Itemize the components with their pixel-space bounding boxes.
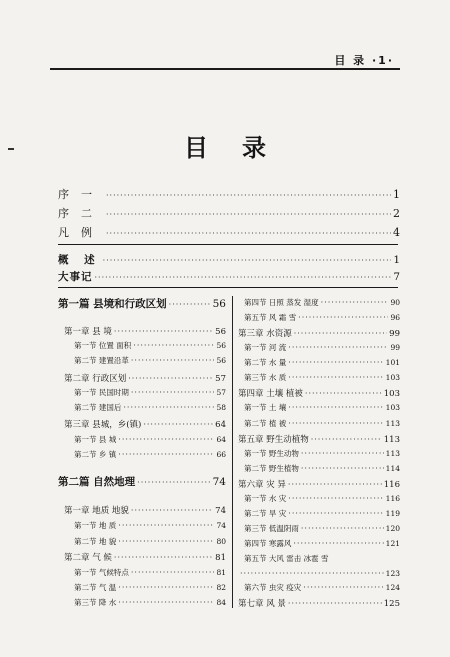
leader-dots	[118, 583, 214, 592]
toc-entry-front[interactable]	[58, 205, 400, 221]
entry-page: 7	[393, 271, 400, 283]
entry-page: 99	[389, 329, 400, 339]
leader-dots	[301, 524, 384, 533]
leader-dots	[118, 435, 214, 444]
entry-label: 第五节 大风 雷击 冰雹 雪	[244, 554, 329, 563]
leader-dots	[294, 329, 387, 338]
leader-dots	[288, 494, 383, 503]
entry-page: 114	[385, 464, 400, 473]
entry-page: 82	[216, 583, 226, 592]
leader-dots	[311, 435, 382, 444]
toc-section-entry[interactable]	[74, 402, 226, 413]
entry-page: 74	[215, 506, 226, 516]
leader-dots	[240, 569, 384, 578]
toc-section-entry[interactable]	[244, 538, 400, 549]
leader-dots	[288, 599, 382, 608]
entry-label: 第三章 县城，乡(镇)	[64, 420, 142, 430]
entry-page: 64	[215, 420, 226, 430]
toc-part-entry[interactable]	[58, 296, 226, 311]
entry-page: 84	[216, 598, 226, 607]
leader-dots	[103, 256, 392, 265]
entry-label: 第二章 行政区划	[64, 374, 127, 384]
entry-page: 1	[393, 188, 400, 201]
leader-dots	[106, 210, 391, 219]
leader-dots	[298, 313, 388, 322]
leader-dots	[106, 229, 391, 238]
leader-dots	[288, 419, 383, 428]
column-divider	[232, 296, 233, 608]
entry-page: 125	[383, 599, 400, 609]
entry-label: 第二篇 自然地理	[58, 476, 136, 488]
entry-page: 56	[212, 298, 226, 310]
toc-chapter-entry[interactable]	[64, 504, 226, 516]
leader-dots	[131, 506, 213, 515]
entry-page: 2	[393, 207, 400, 220]
entry-label: 第四节 寒露风	[244, 539, 292, 548]
entry-page: 57	[215, 374, 226, 384]
entry-label: 概 述	[58, 254, 101, 266]
leader-dots	[321, 298, 389, 307]
entry-label: 第一节 民国时期	[74, 388, 129, 397]
entry-label: 第五节 风 霜 雪	[244, 313, 297, 322]
leader-dots	[118, 537, 214, 546]
entry-label: 第一节 县 城	[74, 435, 117, 444]
toc-section-entry[interactable]	[244, 312, 400, 323]
entry-label: 第三节 降 水	[74, 598, 117, 607]
leader-dots	[133, 341, 214, 350]
header-rule	[50, 68, 400, 70]
entry-page: 119	[385, 509, 400, 518]
entry-label: 第六节 虫灾 疫灾	[244, 583, 302, 592]
toc-part-entry[interactable]	[58, 474, 226, 489]
entry-page: 56	[216, 341, 226, 350]
toc-section-entry[interactable]	[74, 597, 226, 608]
leader-dots	[114, 327, 213, 336]
toc-section-entry[interactable]	[244, 448, 400, 459]
entry-label: 第二节 植 被	[244, 419, 287, 428]
toc-section-entry[interactable]	[244, 493, 400, 504]
leader-dots	[123, 403, 214, 412]
entry-label: 第三节 低温阴雨	[244, 524, 299, 533]
entry-label: 第二节 水 量	[244, 358, 287, 367]
toc-section-entry[interactable]	[74, 387, 226, 398]
entry-page: 116	[385, 494, 400, 503]
entry-page: 123	[385, 569, 400, 578]
leader-dots	[118, 521, 214, 530]
entry-label: 第一节 水 灾	[244, 494, 287, 503]
entry-page: 121	[385, 539, 400, 548]
entry-label: 第二节 气 温	[74, 583, 117, 592]
entry-label: 大事记	[58, 271, 93, 283]
entry-label: 第六章 灾 异	[238, 480, 286, 490]
leader-dots	[131, 568, 215, 577]
toc-entry-intro[interactable]	[58, 252, 400, 267]
toc-section-entry[interactable]	[244, 357, 400, 368]
entry-label: 第二节 野生植物	[244, 464, 299, 473]
entry-page: 103	[383, 389, 400, 399]
entry-label: 第一篇 县境和行政区划	[58, 298, 167, 310]
toc-section-entry[interactable]	[244, 582, 400, 593]
leader-dots	[106, 191, 391, 200]
leader-dots	[303, 583, 383, 592]
toc-section-entry[interactable]	[74, 449, 226, 460]
toc-chapter-entry[interactable]	[238, 327, 400, 339]
entry-page: 56	[216, 356, 226, 365]
section-rule	[58, 244, 398, 245]
entry-page: 74	[216, 521, 226, 530]
entry-page: 101	[385, 358, 400, 367]
toc-chapter-entry[interactable]	[238, 433, 400, 445]
entry-label: 第一节 野生动物	[244, 449, 299, 458]
leader-dots	[137, 478, 210, 487]
leader-dots	[301, 464, 384, 473]
entry-page: 64	[216, 435, 226, 444]
entry-label: 第一章 县 境	[64, 327, 112, 337]
leader-dots	[293, 539, 383, 548]
toc-section-entry[interactable]	[74, 355, 226, 366]
toc-section-entry[interactable]	[244, 523, 400, 534]
toc-entry-front[interactable]	[58, 186, 400, 202]
entry-label: 第三章 水资源	[238, 329, 292, 339]
leader-dots	[288, 480, 382, 489]
entry-label: 第二节 旱 灾	[244, 509, 287, 518]
leader-dots	[288, 373, 383, 382]
section-rule	[58, 287, 398, 288]
toc-section-entry[interactable]	[74, 582, 226, 593]
entry-page: 103	[385, 403, 400, 412]
entry-page: 74	[212, 476, 226, 488]
entry-label: 第二节 乡 镇	[74, 450, 117, 459]
toc-chapter-entry[interactable]	[238, 478, 400, 490]
leader-dots	[288, 343, 388, 352]
entry-page: 96	[390, 313, 400, 322]
entry-page: 58	[216, 403, 226, 412]
entry-label: 第二节 建国后	[74, 403, 122, 412]
entry-page: 81	[216, 568, 226, 577]
entry-label: 第一节 土 壤	[244, 403, 287, 412]
toc-section-entry[interactable]	[238, 569, 400, 578]
entry-label: 序一	[58, 188, 104, 201]
entry-page: 56	[215, 327, 226, 337]
toc-chapter-entry[interactable]	[238, 597, 400, 609]
leader-dots	[128, 374, 213, 383]
toc-chapter-entry[interactable]	[238, 387, 400, 399]
entry-label: 第三节 水 质	[244, 373, 287, 382]
entry-label: 第一节 气候特点	[74, 568, 129, 577]
entry-label: 第二节 地 貌	[74, 537, 117, 546]
entry-label: 第一节 地 质	[74, 521, 117, 530]
entry-label: 第二节 建置沿革	[74, 356, 129, 365]
toc-chapter-entry[interactable]	[64, 418, 226, 430]
leader-dots	[169, 300, 211, 309]
leader-dots	[143, 420, 213, 429]
entry-label: 第四节 日照 蒸发 湿度	[244, 298, 319, 307]
entry-label: 序二	[58, 207, 104, 220]
toc-entry-front[interactable]	[58, 224, 400, 240]
entry-page: 57	[216, 388, 226, 397]
toc-chapter-entry[interactable]	[64, 551, 226, 563]
toc-section-entry[interactable]	[74, 536, 226, 547]
leader-dots	[118, 450, 214, 459]
entry-page: 90	[390, 298, 400, 307]
running-head: 目 录 ·1·	[334, 54, 394, 67]
entry-page: 81	[215, 553, 226, 563]
entry-label: 第七章 风 景	[238, 599, 286, 609]
leader-dots	[288, 509, 383, 518]
toc-chapter-entry[interactable]	[64, 372, 226, 384]
toc-section-entry[interactable]	[244, 402, 400, 413]
entry-page: 113	[383, 435, 400, 445]
toc-section-entry[interactable]	[244, 372, 400, 383]
leader-dots	[288, 358, 383, 367]
entry-page: 1	[393, 254, 400, 266]
toc-section-entry[interactable]	[74, 434, 226, 445]
toc-section-entry[interactable]	[244, 418, 400, 429]
entry-label: 第五章 野生动植物	[238, 435, 309, 445]
entry-page: 113	[385, 419, 400, 428]
toc-section-entry[interactable]	[244, 508, 400, 519]
entry-label: 第一节 位置 面积	[74, 341, 132, 350]
entry-label: 第一章 地质 地貌	[64, 506, 129, 516]
leader-dots	[301, 449, 384, 458]
toc-chapter-entry[interactable]	[64, 325, 226, 337]
entry-page: 124	[385, 583, 400, 592]
leader-dots	[95, 273, 392, 282]
entry-page: 4	[393, 226, 400, 239]
entry-label: 凡例	[58, 226, 104, 239]
leader-dots	[131, 388, 215, 397]
entry-label: 第二章 气 候	[64, 553, 112, 563]
leader-dots	[288, 403, 383, 412]
toc-entry-intro[interactable]	[58, 269, 400, 284]
entry-page: 103	[385, 373, 400, 382]
toc-section-entry[interactable]	[244, 553, 400, 564]
entry-label: 第一节 河 流	[244, 343, 287, 352]
leader-dots	[305, 389, 382, 398]
entry-page: 116	[383, 480, 400, 490]
toc-section-entry[interactable]	[244, 342, 400, 353]
entry-page: 80	[216, 537, 226, 546]
toc-section-entry[interactable]	[244, 463, 400, 474]
entry-page: 99	[390, 343, 400, 352]
leader-dots	[118, 598, 214, 607]
toc-section-entry[interactable]	[74, 520, 226, 531]
leader-dots	[114, 553, 213, 562]
toc-section-entry[interactable]	[244, 297, 400, 308]
leader-dots	[131, 356, 215, 365]
toc-section-entry[interactable]	[74, 340, 226, 351]
entry-page: 120	[385, 524, 400, 533]
toc-section-entry[interactable]	[74, 567, 226, 578]
entry-label: 第四章 土壤 植被	[238, 389, 303, 399]
entry-page: 66	[216, 450, 226, 459]
page-title: 目录	[184, 134, 300, 162]
entry-page: 113	[385, 449, 400, 458]
